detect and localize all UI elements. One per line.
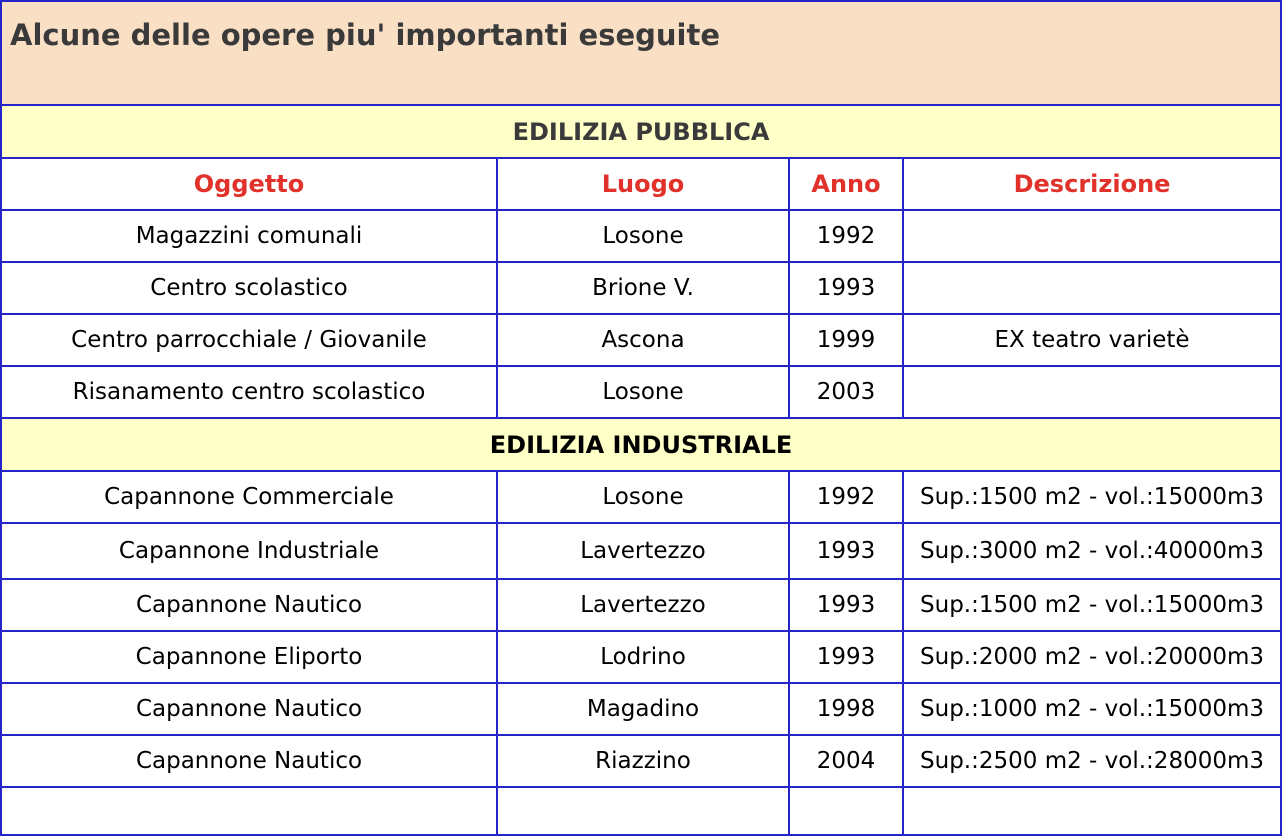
cell-oggetto: Risanamento centro scolastico — [1, 366, 497, 418]
section-heading-edilizia-pubblica: EDILIZIA PUBBLICA — [1, 105, 1281, 158]
table-row — [1, 735, 1281, 787]
cell-luogo: Ascona — [497, 314, 789, 366]
table-row — [1, 471, 1281, 523]
table-row — [1, 683, 1281, 735]
cell-anno: 1993 — [789, 262, 903, 314]
column-header-oggetto: Oggetto — [1, 158, 497, 210]
cell-luogo: Magadino — [497, 683, 789, 735]
cell-anno: 1998 — [789, 683, 903, 735]
cell-anno: 2004 — [789, 735, 903, 787]
section-heading-edilizia-industriale: EDILIZIA INDUSTRIALE — [1, 418, 1281, 471]
title-row — [1, 1, 1281, 105]
table-row — [1, 210, 1281, 262]
cell-oggetto: Capannone Commerciale — [1, 471, 497, 523]
table-row — [1, 262, 1281, 314]
cell-anno: 2003 — [789, 366, 903, 418]
cell-descrizione: Sup.:3000 m2 - vol.:40000m3 — [903, 523, 1281, 579]
cell-luogo: Losone — [497, 366, 789, 418]
cell-luogo: Riazzino — [497, 735, 789, 787]
cell-anno: 1992 — [789, 471, 903, 523]
cell-luogo: Lodrino — [497, 631, 789, 683]
cell-descrizione: Sup.:1500 m2 - vol.:15000m3 — [903, 471, 1281, 523]
cell-oggetto: Capannone Industriale — [1, 523, 497, 579]
cell-oggetto: Centro scolastico — [1, 262, 497, 314]
table-row — [1, 366, 1281, 418]
empty-cell — [789, 787, 903, 835]
cell-anno: 1993 — [789, 579, 903, 631]
cell-oggetto: Magazzini comunali — [1, 210, 497, 262]
cell-luogo: Lavertezzo — [497, 523, 789, 579]
column-header-descrizione: Descrizione — [903, 158, 1281, 210]
empty-cell — [497, 787, 789, 835]
cell-oggetto: Capannone Nautico — [1, 579, 497, 631]
cell-descrizione: EX teatro varietè — [903, 314, 1281, 366]
cell-oggetto: Capannone Nautico — [1, 683, 497, 735]
cell-anno: 1992 — [789, 210, 903, 262]
cell-anno: 1993 — [789, 523, 903, 579]
column-header-row — [1, 158, 1281, 210]
table-row — [1, 579, 1281, 631]
section-row — [1, 418, 1281, 471]
cell-descrizione: Sup.:2000 m2 - vol.:20000m3 — [903, 631, 1281, 683]
section-row — [1, 105, 1281, 158]
cell-anno: 1993 — [789, 631, 903, 683]
empty-cell — [1, 787, 497, 835]
cell-descrizione — [903, 366, 1281, 418]
cell-descrizione — [903, 210, 1281, 262]
cell-descrizione: Sup.:1000 m2 - vol.:15000m3 — [903, 683, 1281, 735]
cell-luogo: Losone — [497, 471, 789, 523]
cell-luogo: Brione V. — [497, 262, 789, 314]
column-header-anno: Anno — [789, 158, 903, 210]
cell-oggetto: Capannone Nautico — [1, 735, 497, 787]
column-header-luogo: Luogo — [497, 158, 789, 210]
cell-luogo: Lavertezzo — [497, 579, 789, 631]
page-title: Alcune delle opere piu' importanti eseguite — [1, 1, 1281, 105]
cell-descrizione: Sup.:1500 m2 - vol.:15000m3 — [903, 579, 1281, 631]
empty-cell — [903, 787, 1281, 835]
table-row — [1, 631, 1281, 683]
table-row — [1, 314, 1281, 366]
cell-descrizione: Sup.:2500 m2 - vol.:28000m3 — [903, 735, 1281, 787]
cell-anno: 1999 — [789, 314, 903, 366]
empty-row — [1, 787, 1281, 835]
table-row — [1, 523, 1281, 579]
cell-oggetto: Capannone Eliporto — [1, 631, 497, 683]
cell-descrizione — [903, 262, 1281, 314]
cell-oggetto: Centro parrocchiale / Giovanile — [1, 314, 497, 366]
cell-luogo: Losone — [497, 210, 789, 262]
